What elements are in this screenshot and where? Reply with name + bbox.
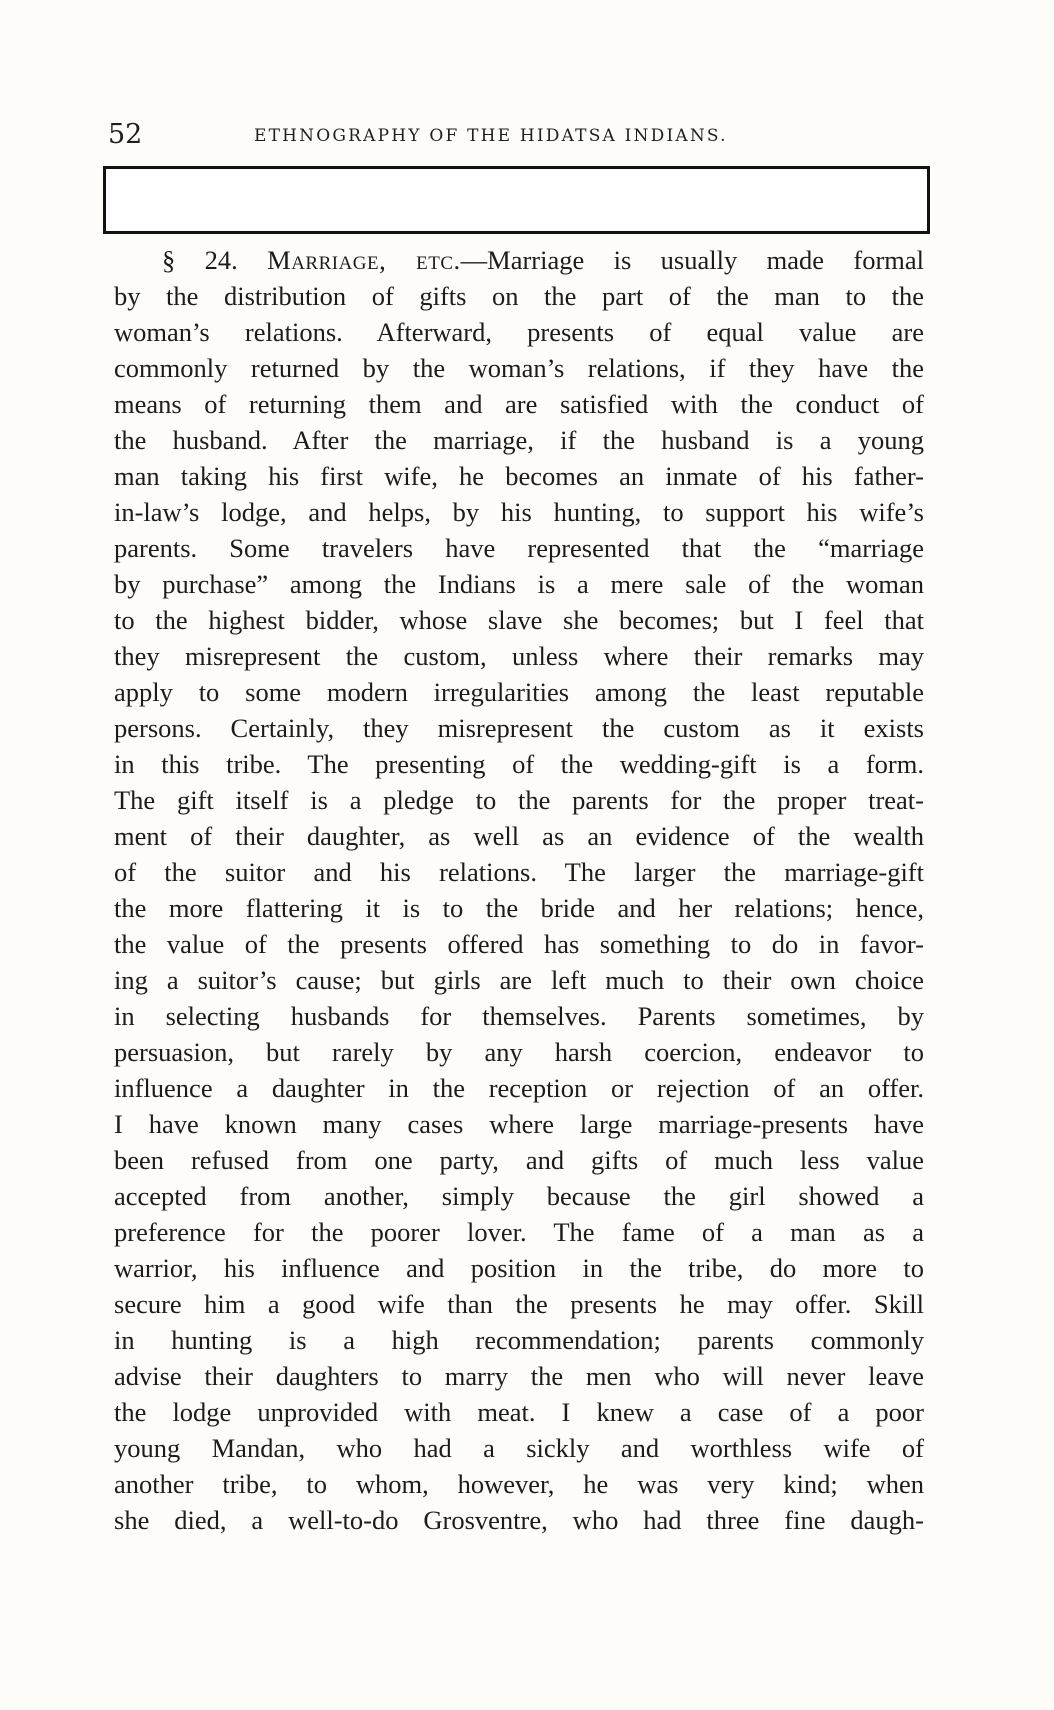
text-line: parents. Some travelers have represented that the “marriage bbox=[114, 533, 924, 563]
text-line: apply to some modern irregularities among the least reputable bbox=[114, 677, 924, 707]
redaction-box bbox=[103, 166, 930, 234]
text-line: ing a suitor’s cause; but girls are left much to their own choice bbox=[114, 965, 924, 995]
text-line bbox=[114, 242, 924, 278]
text-line: I have known many cases where large marriage-presents have bbox=[114, 1109, 924, 1139]
text-line: in hunting is a high recommendation; parents commonly bbox=[114, 1325, 924, 1355]
text-line: she died, a well-to-do Grosventre, who had three fine daugh- bbox=[114, 1505, 924, 1535]
text-line: advise their daughters to marry the men who will never leave bbox=[114, 1361, 924, 1391]
text-line: another tribe, to whom, however, he was very kind; when bbox=[114, 1469, 924, 1499]
running-head bbox=[108, 118, 938, 152]
text-line: secure him a good wife than the presents he may offer. Skill bbox=[114, 1289, 924, 1319]
text-line: the more flattering it is to the bride and her relations; hence, bbox=[114, 893, 924, 923]
text-line: by the distribution of gifts on the part of the man to the bbox=[114, 281, 924, 311]
text-line: in this tribe. The presenting of the wedding-gift is a form. bbox=[114, 749, 924, 779]
text-line: woman’s relations. Afterward, presents of equal value are bbox=[114, 317, 924, 347]
text-line: means of returning them and are satisfied with the conduct of bbox=[114, 389, 924, 419]
text-line: influence a daughter in the reception or rejection of an offer. bbox=[114, 1073, 924, 1103]
text-line: the lodge unprovided with meat. I knew a case of a poor bbox=[114, 1397, 924, 1427]
text-line: the value of the presents offered has something to do in favor- bbox=[114, 929, 924, 959]
text-line: accepted from another, simply because the girl showed a bbox=[114, 1181, 924, 1211]
text-line: been refused from one party, and gifts of much less value bbox=[114, 1145, 924, 1175]
text-line: by purchase” among the Indians is a mere sale of the woman bbox=[114, 569, 924, 599]
text-line: persons. Certainly, they misrepresent the custom as it exists bbox=[114, 713, 924, 743]
text-line: ment of their daughter, as well as an evidence of the wealth bbox=[114, 821, 924, 851]
section-mark: § 24. bbox=[162, 245, 238, 275]
text-line-content: —Marriage is usually made formal bbox=[460, 245, 924, 275]
text-line: preference for the poorer lover. The fame of a man as a bbox=[114, 1217, 924, 1247]
text-line: to the highest bidder, whose slave she becomes; but I feel that bbox=[114, 605, 924, 635]
text-line: in selecting husbands for themselves. Parents sometimes, by bbox=[114, 1001, 924, 1031]
page-number: 52 bbox=[108, 119, 143, 150]
text-line: of the suitor and his relations. The larger the marriage-gift bbox=[114, 857, 924, 887]
text-line: The gift itself is a pledge to the parents for the proper treat- bbox=[114, 785, 924, 815]
text-line: man taking his first wife, he becomes an inmate of his father- bbox=[114, 461, 924, 491]
text-line: young Mandan, who had a sickly and worthless wife of bbox=[114, 1433, 924, 1463]
text-line: they misrepresent the custom, unless where their remarks may bbox=[114, 641, 924, 671]
text-line: the husband. After the marriage, if the husband is a young bbox=[114, 425, 924, 455]
running-title: ETHNOGRAPHY OF THE HIDATSA INDIANS. bbox=[254, 126, 728, 146]
text-line: warrior, his influence and position in the tribe, do more to bbox=[114, 1253, 924, 1283]
section-24-text bbox=[114, 242, 924, 1538]
text-line: in-law’s lodge, and helps, by his hunting, to support his wife’s bbox=[114, 497, 924, 527]
text-line: persuasion, but rarely by any harsh coercion, endeavor to bbox=[114, 1037, 924, 1067]
section-heading: Marriage, etc. bbox=[267, 245, 461, 275]
text-line: commonly returned by the woman’s relations, if they have the bbox=[114, 353, 924, 383]
